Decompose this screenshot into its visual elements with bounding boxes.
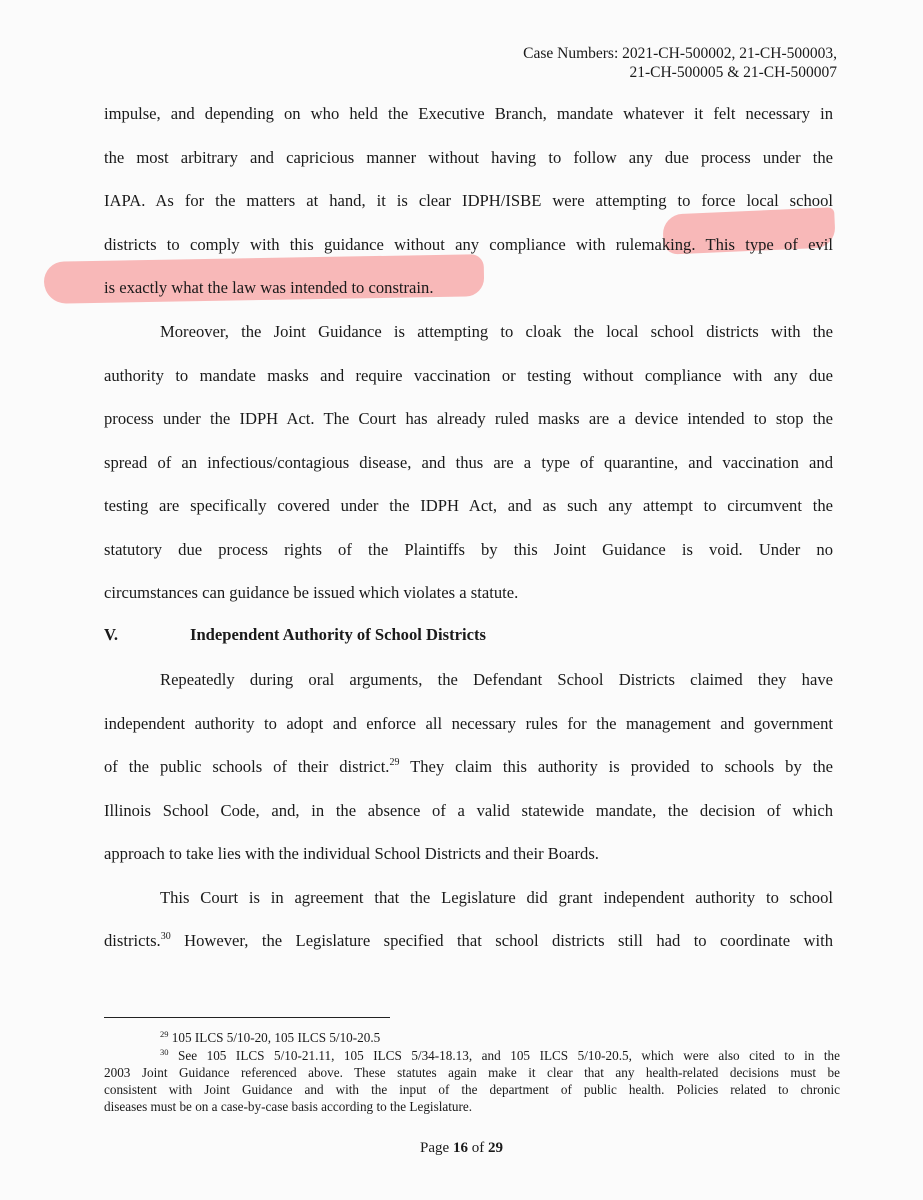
footnote-text-line: 2003 Joint Guidance referenced above. These statutes again make it clear that any health-related decisions must be — [104, 1065, 840, 1080]
text-line: spread of an infectious/contagious disease, and thus are a type of quarantine, and vaccination and — [104, 453, 833, 472]
footnote-number: 29 — [160, 1029, 169, 1039]
text-line: Illinois School Code, and, in the absence of a valid statewide mandate, the decision of which — [104, 801, 833, 820]
page-number: 16 — [452, 1140, 468, 1156]
text-line: independent authority to adopt and enforce all necessary rules for the management and government — [104, 714, 833, 733]
text-segment: They claim this authority is provided to schools by the — [399, 757, 833, 776]
section-number: V. — [104, 625, 118, 644]
text-line: testing are specifically covered under the IDPH Act, and as such any attempt to circumvent the — [104, 496, 833, 515]
page-label: Page — [420, 1140, 450, 1156]
page-footer — [0, 1140, 923, 1157]
text-line: circumstances can guidance be issued which violates a statute. — [104, 583, 519, 602]
section-heading — [104, 625, 486, 645]
footnote-divider — [104, 1017, 390, 1018]
text-line: impulse, and depending on who held the Executive Branch, mandate whatever it felt necessary in — [104, 104, 833, 123]
footnote-text-line: consistent with Joint Guidance and with the input of the department of public health. Policies related to chronic — [104, 1082, 840, 1097]
text-line — [104, 931, 833, 951]
footnote-29 — [160, 1030, 840, 1046]
text-line: Repeatedly during oral arguments, the Defendant School Districts claimed they have — [160, 670, 833, 689]
text-line: IAPA. As for the matters at hand, it is clear IDPH/ISBE were attempting to force local school — [104, 191, 833, 210]
text-line: process under the IDPH Act. The Court has already ruled masks are a device intended to stop the — [104, 409, 833, 428]
page-total: 29 — [487, 1140, 503, 1156]
case-numbers-line-1: Case Numbers: 2021-CH-500002, 21-CH-500003, — [523, 45, 837, 62]
of-label: of — [471, 1140, 485, 1156]
case-numbers-line-2: 21-CH-500005 & 21-CH-500007 — [629, 64, 837, 81]
footnote-number: 30 — [160, 1047, 169, 1057]
text-segment: However, the Legislature specified that school districts still had to coordinate with — [170, 931, 833, 950]
text-line: This Court is in agreement that the Legislature did grant independent authority to school — [160, 888, 833, 907]
text-segment: districts. — [104, 931, 161, 950]
text-line: Moreover, the Joint Guidance is attempting to cloak the local school districts with the — [160, 322, 833, 341]
text-line: authority to mandate masks and require vaccination or testing without compliance with any due — [104, 366, 833, 385]
text-line: statutory due process rights of the Plaintiffs by this Joint Guidance is void. Under no — [104, 540, 833, 559]
footnote-30 — [160, 1048, 840, 1064]
text-line: districts to comply with this guidance without any compliance with rulemaking. This type of evil — [104, 235, 833, 254]
footnote-text: 105 ILCS 5/10-20, 105 ILCS 5/10-20.5 — [168, 1030, 381, 1045]
footnote-ref-30[interactable]: 30 — [160, 931, 171, 942]
text-line: is exactly what the law was intended to constrain. — [104, 278, 434, 297]
footnote-ref-29[interactable]: 29 — [389, 757, 400, 768]
text-segment: of the public schools of their district. — [104, 757, 390, 776]
footnote-text-line: diseases must be on a case-by-case basis according to the Legislature. — [104, 1099, 473, 1114]
section-title: Independent Authority of School Districts — [190, 625, 486, 644]
text-line — [104, 757, 833, 777]
footnote-text: See 105 ILCS 5/10-21.11, 105 ILCS 5/34-18.13, and 105 ILCS 5/10-20.5, which were also cited to in the — [168, 1048, 840, 1063]
text-line: approach to take lies with the individual School Districts and their Boards. — [104, 844, 599, 863]
case-numbers — [523, 44, 837, 82]
text-line: the most arbitrary and capricious manner without having to follow any due process under the — [104, 148, 833, 167]
